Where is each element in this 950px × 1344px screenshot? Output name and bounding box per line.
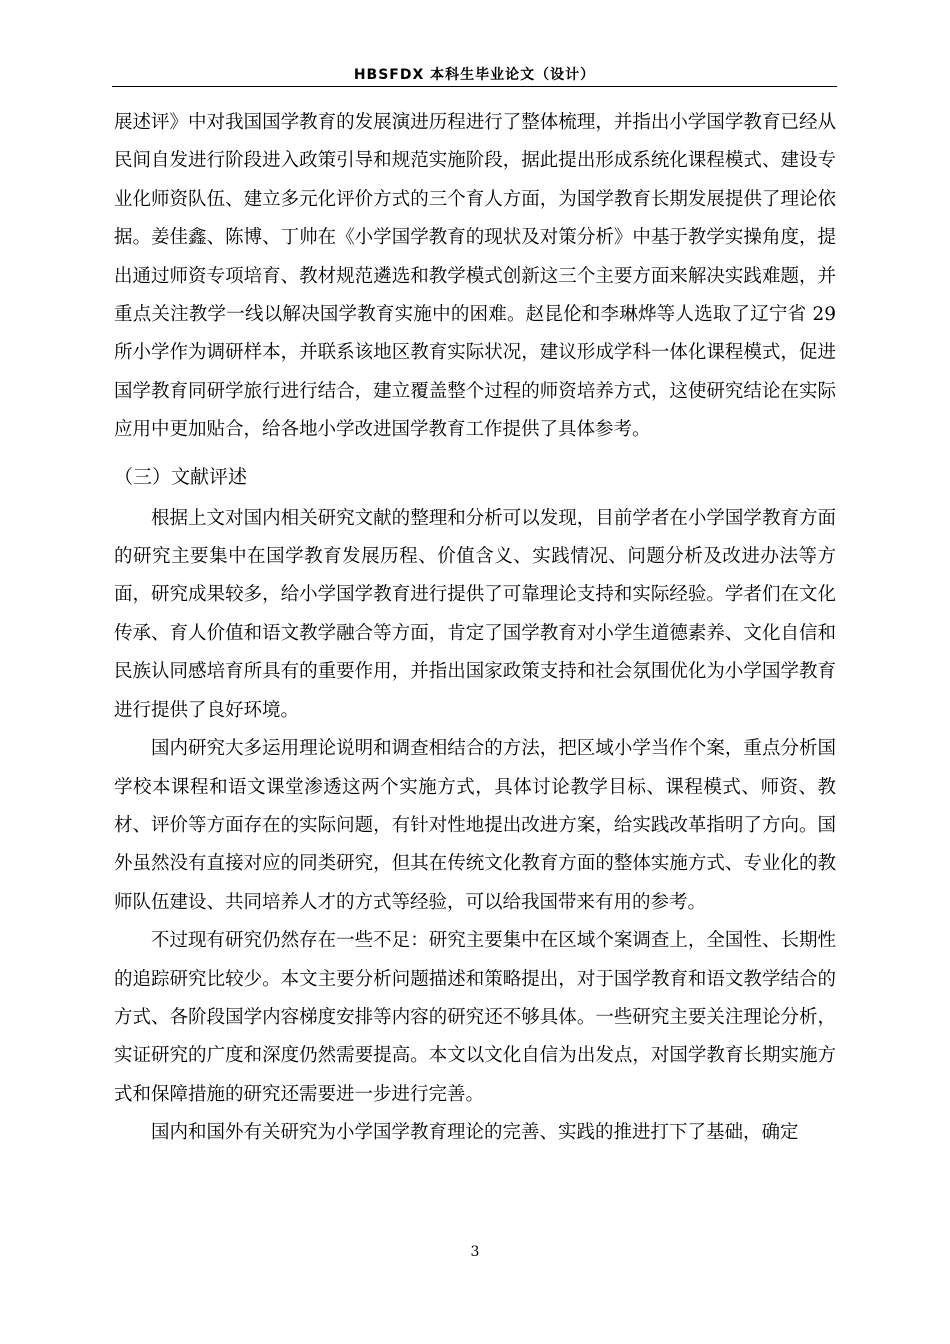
page-body bbox=[114, 104, 836, 1153]
paragraph-3: 国内研究大多运用理论说明和调查相结合的方法，把区域小学当作个案，重点分析国学校本课程和语文课堂渗透这两个实施方式，具体讨论教学目标、课程模式、师资、教材、评价等方面存在的实际问题，有针对性地提出改进方案，给实践改革指明了方向。国外虽然没有直接对应的同类研究，但其在传统文化教育方面的整体实施方式、专业化的教师队伍建设、共同培养人才的方式等经验，可以给我国带来有用的参考。 bbox=[114, 738, 836, 913]
paragraph-2: 根据上文对国内相关研究文献的整理和分析可以发现，目前学者在小学国学教育方面的研究主要集中在国学教育发展历程、价值含义、实践情况、问题分析及改进办法等方面，研究成果较多，给小学国学教育进行提供了可靠理论支持和实际经验。学者们在文化传承、育人价值和语文教学融合等方面，肯定了国学教育对小学生道德素养、文化自信和民族认同感培育所具有的重要作用，并指出国家政策支持和社会氛围优化为小学国学教育进行提供了良好环境。 bbox=[114, 507, 836, 721]
header-rule bbox=[112, 86, 837, 87]
section-heading: （三）文献评述 bbox=[114, 465, 248, 488]
page-number: 3 bbox=[470, 1244, 480, 1260]
paragraph-5: 国内和国外有关研究为小学国学教育理论的完善、实践的推进打下了基础，确定 bbox=[151, 1122, 799, 1144]
running-header: HBSFDX 本科生毕业论文（设计） bbox=[353, 67, 596, 83]
paragraph-4: 不过现有研究仍然存在一些不足：研究主要集中在区域个案调查上，全国性、长期性的追踪研究比较少。本文主要分析问题描述和策略提出，对于国学教育和语文教学结合的方式、各阶段国学内容梯度安排等内容的研究还不够具体。一些研究主要关注理论分析，实证研究的广度和深度仍然需要提高。本文以文化自信为出发点，对国学教育长期实施方式和保障措施的研究还需要进一步进行完善。 bbox=[114, 930, 836, 1105]
paragraph-1: 展述评》中对我国国学教育的发展演进历程进行了整体梳理，并指出小学国学教育已经从民间自发进行阶段进入政策引导和规范实施阶段，据此提出形成系统化课程模式、建设专业化师资队伍、建立多元化评价方式的三个育人方面，为国学教育长期发展提供了理论依据。姜佳鑫、陈博、丁帅在《小学国学教育的现状及对策分析》中基于教学实操角度，提出通过师资专项培育、教材规范遴选和教学模式创新这三个主要方面来解决实践难题，并重点关注教学一线以解决国学教育实施中的困难。赵昆伦和李琳烨等人选取了辽宁省 29 所小学作为调研样本，并联系该地区教育实际状况，建议形成学科一体化课程模式，促进国学教育同研学旅行进行结合，建立覆盖整个过程的师资培养方式，这使研究结论在实际应用中更加贴合，给各地小学改进国学教育工作提供了具体参考。 bbox=[114, 112, 836, 441]
